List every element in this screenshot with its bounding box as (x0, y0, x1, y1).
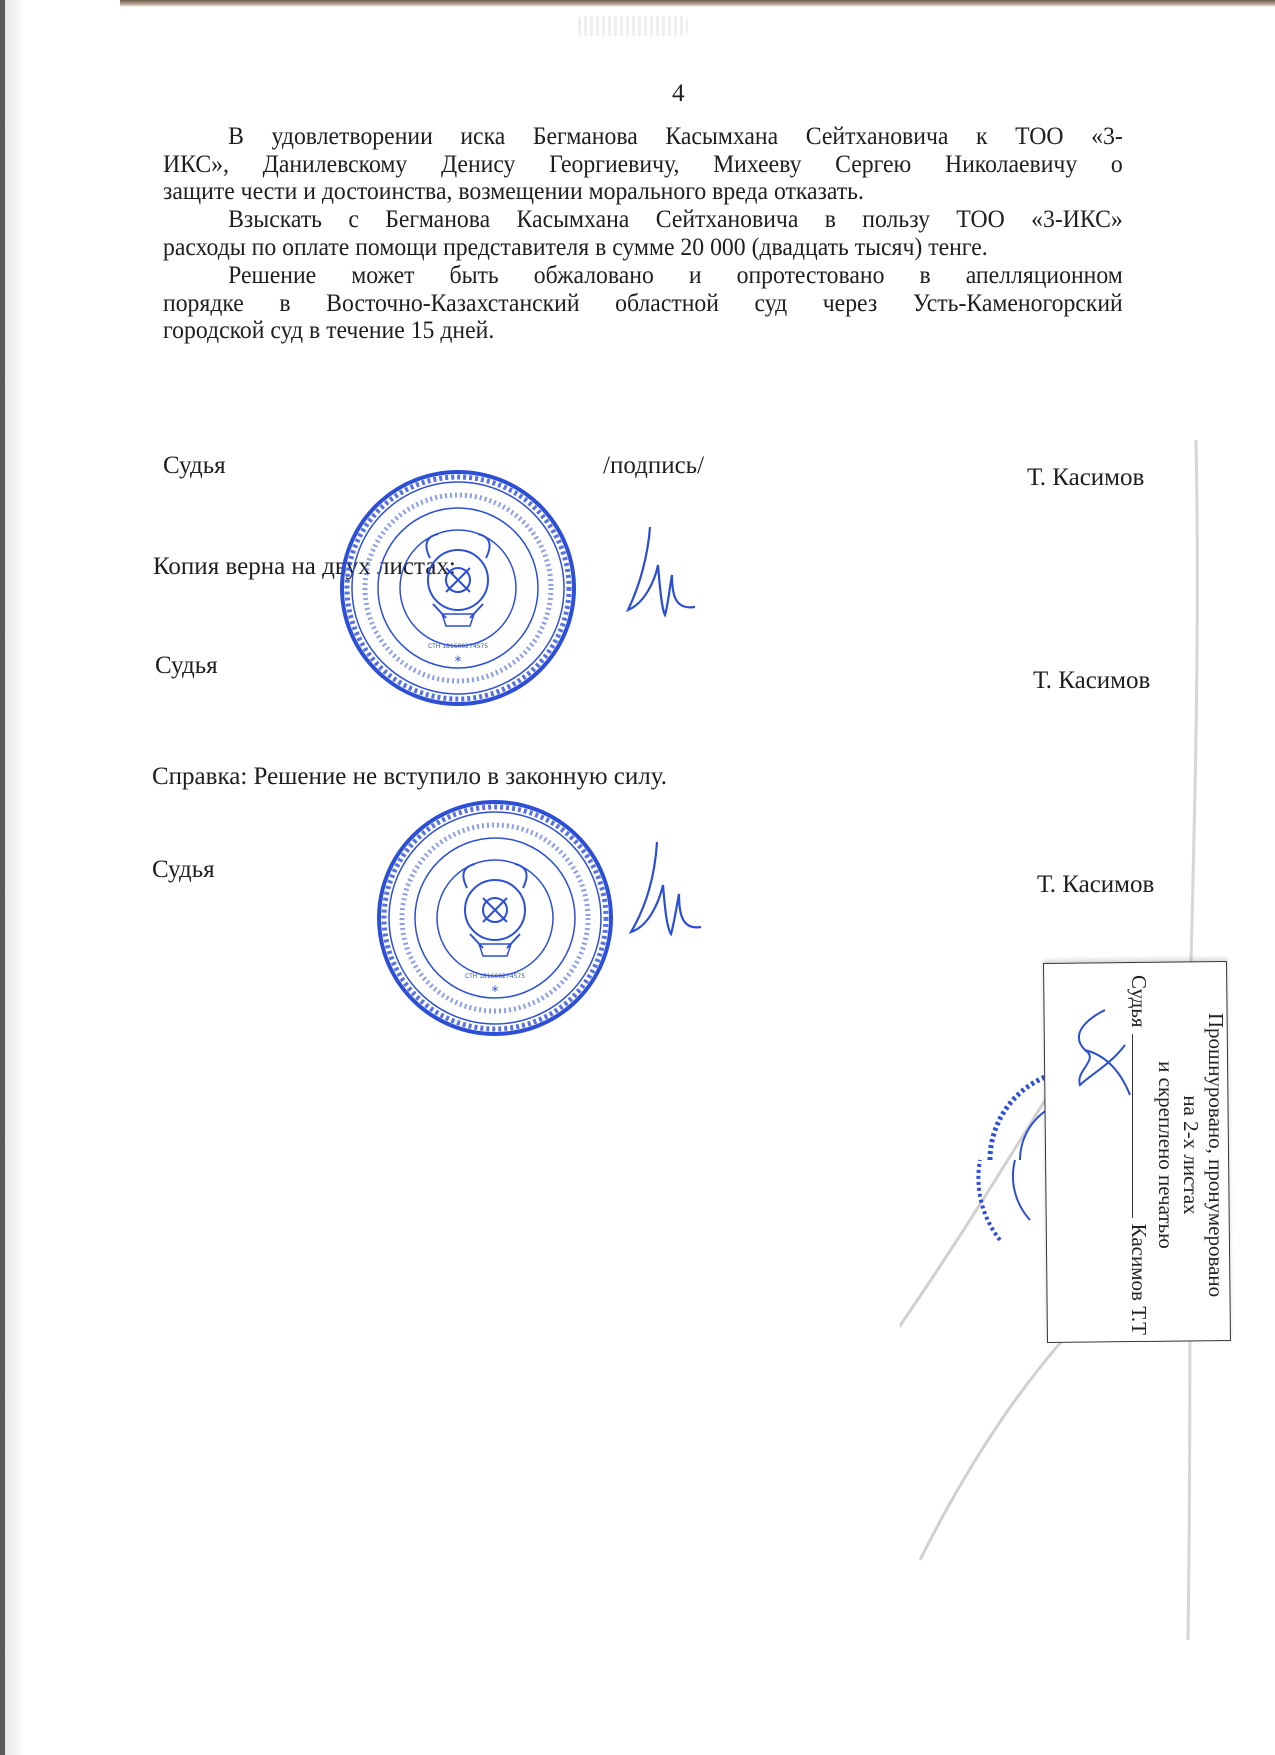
paragraph-dismissal (163, 122, 1123, 205)
copy-certified-note: Копия верна на двух листах: (153, 553, 456, 580)
court-seal-2 (375, 798, 615, 1038)
judge-name: Т. Касимов (1033, 667, 1151, 694)
judge-role-label: Судья (163, 452, 226, 479)
court-seal-1 (338, 468, 578, 708)
handwritten-signature-1 (620, 525, 700, 620)
handwritten-signature-label (1065, 1005, 1135, 1115)
text-line: Взыскать с Бегманова Касымхана Сейтхановича в пользу ТОО «3-ИКС» (228, 204, 1123, 233)
svg-text:СТН 181600274575: СТН 181600274575 (464, 973, 526, 980)
label-line: и скреплено печатью (1154, 1061, 1178, 1249)
text-line: В удовлетворении иска Бегманова Касымхана Сейтхановича к ТОО «3- (228, 121, 1123, 150)
scan-edge-shadow (5, 0, 23, 1755)
paragraph-appeal (163, 261, 1123, 344)
handwritten-signature-2 (625, 840, 705, 940)
text-line: городской суд в течение 15 дней. (163, 315, 495, 344)
judge-name: Т. Касимов (1037, 871, 1155, 898)
text-line: Решение может быть обжаловано и опротестовано в апелляционном (228, 260, 1123, 289)
reference-note: Справка: Решение не вступило в законную силу. (152, 763, 667, 790)
text-line: ИКС», Данилевскому Денису Георгиевичу, Михееву Сергею Николаевичу о (163, 148, 1123, 178)
text-line: расходы по оплате помощи представителя в сумме 20 000 (двадцать тысяч) тенге. (163, 231, 988, 261)
faint-stamp-mark (578, 16, 688, 36)
judge-name: Т. Касимов (1027, 464, 1145, 491)
page-number: 4 (672, 80, 685, 107)
label-line: Прошнуровано, пронумеровано (1204, 1012, 1228, 1298)
text-line: порядке в Восточно-Казахстанский областной суд через Усть-Каменогорский (163, 287, 1123, 317)
svg-text:*: * (454, 654, 462, 670)
label-line: на 2-х листах (1179, 1095, 1203, 1215)
svg-text:*: * (491, 984, 499, 1000)
paragraph-costs (163, 205, 1123, 260)
scan-edge-top (120, 0, 1275, 7)
text-line: защите чести и достоинства, возмещении морального вреда отказать. (163, 176, 864, 205)
judge-role-label: Судья (152, 856, 215, 883)
label-judge-name: Касимов Т.Т (1127, 1223, 1151, 1335)
label-judge-role: Судья (1127, 975, 1151, 1028)
judge-role-label: Судья (155, 652, 218, 679)
svg-text:СТН 181600274575: СТН 181600274575 (427, 643, 489, 650)
signature-note: /подпись/ (603, 452, 705, 479)
